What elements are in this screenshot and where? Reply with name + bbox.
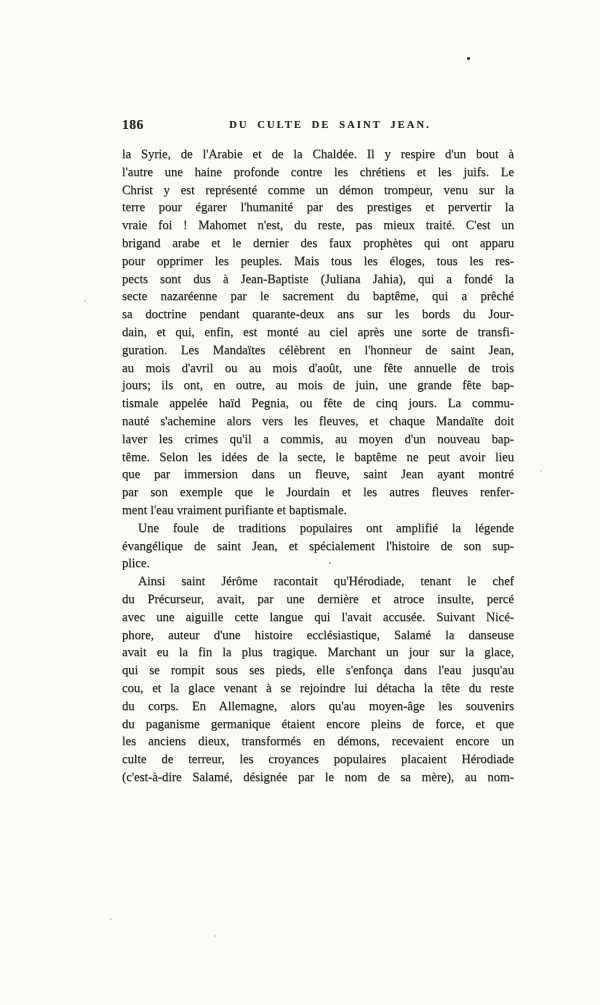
text-line: du paganisme germanique étaient encore pleins de force, et que [122, 716, 514, 731]
text-line: jours; ils ont, en outre, au mois de juin, une grande fête bap- [122, 378, 514, 393]
text-line: avait eu la fin la plus tragique. Marchant un jour sur la glace, [122, 645, 514, 660]
text-line: du Précurseur, avait, par une dernière et atroce insulte, percé [122, 591, 514, 606]
text-line: laver les crimes qu'il a commis, au moyen d'un nouveau bap- [122, 431, 514, 446]
page-number: 186 [122, 117, 144, 132]
ink-speck [214, 935, 216, 937]
text-line: que par immersion dans un fleuve, saint Jean ayant montré [122, 467, 514, 482]
text-line: les anciens dieux, transformés en démons, recevaient encore un [122, 734, 514, 749]
ink-speck [110, 918, 112, 920]
text-line: la Syrie, de l'Arabie et de la Chaldée. Il y respire d'un bout à [122, 147, 514, 161]
text-line: du corps. En Allemagne, alors qu'au moyen-âge les souvenirs [122, 698, 514, 713]
text-line: secte nazaréenne par le sacrement du baptême, qui a prêché [122, 289, 514, 304]
text-line: terre pour égarer l'humanité par des prestiges et pervertir la [122, 200, 514, 215]
text-line: plice. [122, 556, 150, 571]
text-line: guration. Les Mandaïtes célèbrent en l'honneur de saint Jean, [122, 342, 514, 357]
text-line: nauté s'achemine alors vers les fleuves, et chaque Mandaïte doit [122, 413, 514, 428]
text-line: sa doctrine pendant quarante-deux ans sur les bords du Jour- [122, 307, 514, 322]
text-line: Christ y est représenté comme un démon trompeur, venu sur la [122, 182, 514, 197]
text-line: pour opprimer les peuples. Mais tous les éloges, tous les res- [122, 253, 514, 268]
text-line: Une foule de traditions populaires ont amplifié la légende [138, 520, 514, 535]
page-body [122, 146, 514, 787]
ink-speck [329, 562, 331, 564]
text-line: cou, et la glace venant à se rejoindre lui détacha la tête du reste [122, 680, 514, 695]
text-line: avec une aiguille cette langue qui l'avait accusée. Suivant Nicé- [122, 609, 514, 624]
text-line: tême. Selon les idées de la secte, le baptême ne peut avoir lieu [122, 449, 514, 464]
text-line: dain, et qui, enfin, est monté au ciel après une sorte de transfi- [122, 324, 514, 339]
text-line: vraie foi ! Mahomet n'est, du reste, pas mieux traité. C'est un [122, 218, 514, 233]
text-line: pects sont dus à Jean-Baptiste (Juliana Jahia), qui a fondé la [122, 271, 514, 286]
ink-speck [467, 57, 470, 60]
text-line: au mois d'avril ou au mois d'août, une fête annuelle de trois [122, 360, 514, 375]
text-line: phore, auteur d'une histoire ecclésiastique, Salamé la danseuse [122, 627, 514, 642]
text-line: tismale appelée haïd Pegnia, ou fête de cinq jours. La commu- [122, 396, 514, 411]
running-title: DU CULTE DE SAINT JEAN. [229, 119, 431, 131]
text-line: brigand arabe et le dernier des faux prophètes qui ont apparu [122, 235, 514, 250]
text-line: qui se rompit sous ses pieds, elle s'enfonça dans l'eau jusqu'au [122, 663, 514, 678]
ink-speck [540, 470, 542, 472]
running-head [122, 117, 514, 135]
text-line: par son exemple que le Jourdain et les autres fleuves renfer- [122, 485, 514, 500]
text-line: ment l'eau vraiment purifiante et baptismale. [122, 502, 347, 517]
text-line: l'autre une haine profonde contre les chrétiens et les juifs. Le [122, 164, 514, 179]
text-line: évangélique de saint Jean, et spécialement l'histoire de son sup- [122, 538, 514, 553]
text-line: (c'est-à-dire Salamé, désignée par le nom de sa mère), au nom- [122, 769, 514, 784]
text-line: culte de terreur, les croyances populaires placaient Hérodiade [122, 752, 514, 767]
text-line: Ainsi saint Jérôme racontait qu'Hérodiade, tenant le chef [138, 574, 514, 589]
ink-speck [84, 300, 86, 302]
